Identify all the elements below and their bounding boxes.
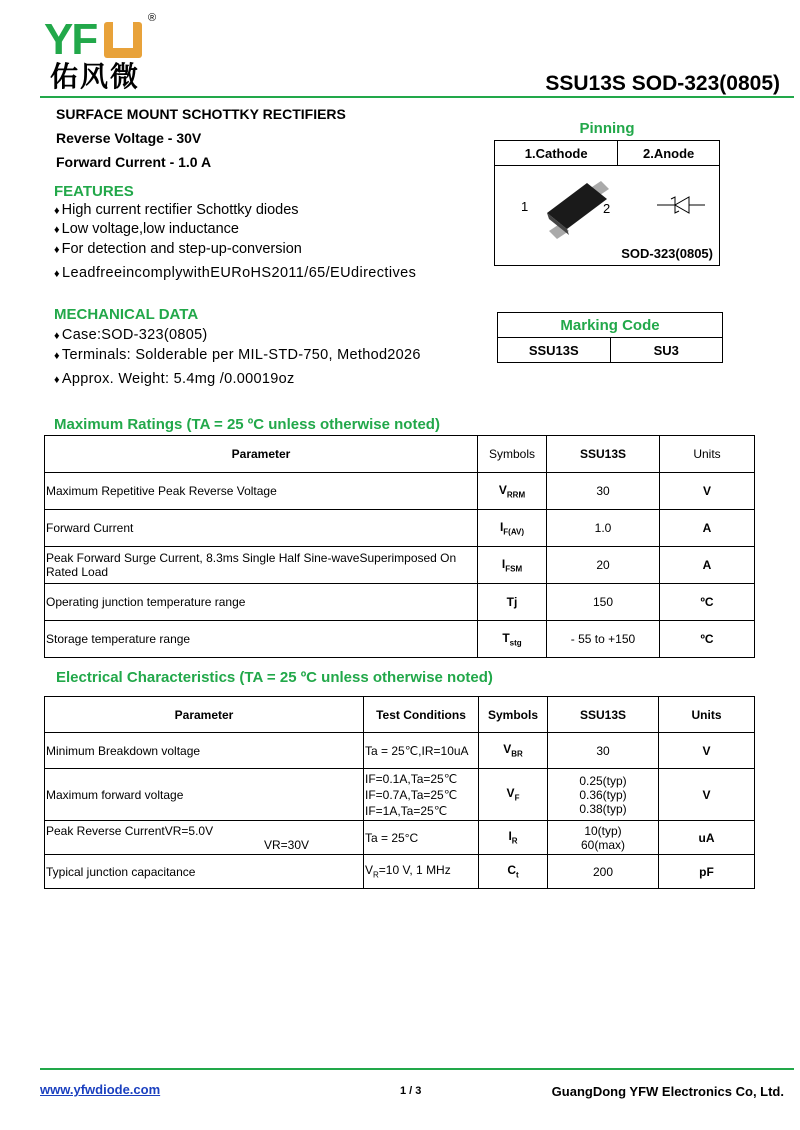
registered-mark: ® [148,12,157,24]
reverse-voltage: Reverse Voltage - 30V [56,130,202,146]
marking-part: SSU13S [498,338,611,363]
mechanical-item: ♦ Terminals: Solderable per MIL-STD-750, Method2026 [54,347,421,363]
max-ratings-table [44,435,755,658]
max-ratings-title: Maximum Ratings (TA = 25 ºC unless otherwise noted) [54,416,440,433]
marking-code: SU3 [610,338,723,363]
footer-rule [40,1068,794,1070]
mechanical-item: ♦ Approx. Weight: 5.4mg /0.00019oz [54,371,295,387]
diode-symbol-icon [655,193,707,217]
table-row: Maximum Repetitive Peak Reverse Voltage $V_{RRM}$ 30 V [45,473,755,510]
table-row: Maximum forward voltage IF=0.1A,Ta=25℃ IF=0.7A,Ta=25℃ IF=1A,Ta=25℃ $V_F$ 0.25(typ) 0.36(typ) 0.38(typ) V [45,769,755,821]
feature-item: ♦ For detection and step-up-conversion [54,241,302,257]
pin2-label: 2.Anode [618,141,720,166]
table-row: Peak Reverse CurrentVR=5.0V VR=30V Ta = 25°C $I_R$ 10(typ) 60(max) uA [45,821,755,855]
page-number: 1 / 3 [400,1085,422,1097]
table-row: Typical junction capacitance $V_R=10$ V, 1 MHz $C_t$ 200 pF [45,855,755,889]
col-header: Parameter [45,436,478,473]
sod323-package-icon [541,173,613,245]
website-link[interactable]: www.yfwdiode.com [40,1082,161,1097]
logo-w-mark [104,22,142,58]
table-row: Minimum Breakdown voltage Ta = 25℃,IR=10uA $V_{BR}$ 30 V [45,733,755,769]
table-row: Storage temperature range $T_{stg}$ - 55 to +150 ºC [45,621,755,658]
company-name: GuangDong YFW Electronics Co, Ltd. [551,1084,784,1099]
col-header: Symbols [478,436,547,473]
electrical-table [44,696,755,889]
pin-number-1: 1 [521,199,529,214]
feature-item: ♦ High current rectifier Schottky diodes [54,202,299,218]
marking-title: Marking Code [498,313,723,338]
marking-code-table [497,312,723,363]
pinning-package: SOD-323(0805) [621,246,713,261]
features-title: FEATURES [54,183,134,200]
pinning-box [494,140,720,266]
pin-number-2: 2 [603,201,611,216]
logo-letters: YF [44,15,97,64]
table-row: Forward Current $I_{F(AV)}$ 1.0 A [45,510,755,547]
header-rule [40,96,794,98]
table-row: Operating junction temperature range Tj 150 ºC [45,584,755,621]
pinning-title: Pinning [579,120,635,137]
logo-chinese: 佑风微 [50,61,141,92]
col-header: Units [660,436,755,473]
col-header: Test Conditions [364,697,479,733]
col-header: Parameter [45,697,364,733]
col-header: Symbols [479,697,548,733]
mechanical-title: MECHANICAL DATA [54,306,199,323]
mechanical-item: ♦ Case:SOD-323(0805) [54,327,208,343]
feature-item: ♦ LeadfreeincomplywithEURoHS2011/65/EUdirectives [54,265,417,281]
feature-item: ♦ Low voltage,low inductance [54,221,239,237]
pin1-label: 1.Cathode [495,141,618,166]
electrical-title: Electrical Characteristics (TA = 25 ºC unless otherwise noted) [56,669,493,686]
col-header: SSU13S [547,436,660,473]
col-header: SSU13S [548,697,659,733]
product-type: SURFACE MOUNT SCHOTTKY RECTIFIERS [56,106,346,122]
table-row: Peak Forward Surge Current, 8.3ms Single Half Sine-waveSuperimposed On Rated Load $I_{FSM}$ 20 A [45,547,755,584]
page-title: SSU13S SOD-323(0805) [545,72,780,95]
col-header: Units [659,697,755,733]
forward-current: Forward Current - 1.0 A [56,154,212,170]
